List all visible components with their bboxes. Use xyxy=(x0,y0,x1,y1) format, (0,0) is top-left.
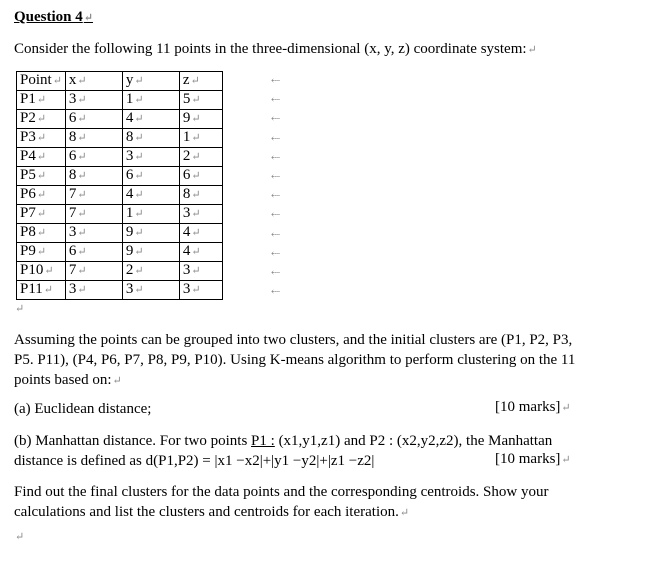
cell-mark-icon: ↵ xyxy=(134,151,144,163)
table-header-cell: Point↵ xyxy=(17,72,66,91)
description-line: Assuming the points can be grouped into two clusters, and the initial clusters are (P1, P2, P3, xyxy=(14,332,573,348)
cell-mark-icon: ↵ xyxy=(36,246,47,258)
table-header-row xyxy=(17,72,223,91)
cell-mark-icon: ↵ xyxy=(134,189,144,201)
cell-mark-icon: ↵ xyxy=(77,189,87,201)
table-cell: 2↵ xyxy=(122,262,179,281)
cell-mark-icon: ↵ xyxy=(191,265,201,277)
table-cell: 6↵ xyxy=(65,243,122,262)
row-end-mark-icon: ⇠ xyxy=(271,132,281,145)
paragraph-mark-icon: ↵ xyxy=(561,454,571,466)
table-row xyxy=(17,224,223,243)
cell-mark-icon: ↵ xyxy=(77,94,87,106)
part-a-marks: [10 marks]↵ xyxy=(495,399,571,415)
table-row xyxy=(17,129,223,148)
cell-mark-icon: ↵ xyxy=(36,208,47,220)
table-row xyxy=(17,148,223,167)
table-cell: 3↵ xyxy=(122,281,179,300)
cell-mark-icon: ↵ xyxy=(77,284,87,296)
table-cell: 9↵ xyxy=(122,243,179,262)
table-row xyxy=(17,281,223,300)
intro-text: Consider the following 11 points in the three-dimensional (x, y, z) coordinate system:↵ xyxy=(14,41,537,57)
instruction-line: Find out the final clusters for the data points and the corresponding centroids. Show your xyxy=(14,484,549,500)
table-row xyxy=(17,167,223,186)
table-header-cell: y↵ xyxy=(122,72,179,91)
cell-mark-icon: ↵ xyxy=(134,284,144,296)
table-cell: 3↵ xyxy=(65,91,122,110)
cell-mark-icon: ↵ xyxy=(36,113,47,125)
table-cell: 4↵ xyxy=(179,243,222,262)
table-cell: 5↵ xyxy=(179,91,222,110)
table-cell: 8↵ xyxy=(122,129,179,148)
table-cell: P6↵ xyxy=(17,186,66,205)
cell-mark-icon: ↵ xyxy=(52,75,62,87)
table-cell: P10↵ xyxy=(17,262,66,281)
table-cell: 1↵ xyxy=(179,129,222,148)
table-cell: P5↵ xyxy=(17,167,66,186)
table-cell: P11↵ xyxy=(17,281,66,300)
paragraph-mark-icon: ↵ xyxy=(15,303,25,315)
table-cell: 3↵ xyxy=(179,205,222,224)
table-cell: P3↵ xyxy=(17,129,66,148)
table-row xyxy=(17,205,223,224)
cell-mark-icon: ↵ xyxy=(77,265,87,277)
table-cell: P8↵ xyxy=(17,224,66,243)
cell-mark-icon: ↵ xyxy=(134,170,144,182)
row-end-mark-icon: ⇠ xyxy=(271,113,281,126)
cell-mark-icon: ↵ xyxy=(134,75,144,87)
cell-mark-icon: ↵ xyxy=(77,246,87,258)
table-cell: 3↵ xyxy=(122,148,179,167)
part-b-line1: (b) Manhattan distance. For two points P1 : (x1,y1,z1) and P2 : (x2,y2,z2), the Manhattan xyxy=(14,433,553,449)
part-b-marks: [10 marks]↵ xyxy=(495,451,571,467)
cell-mark-icon: ↵ xyxy=(77,208,87,220)
paragraph-mark-icon: ↵ xyxy=(15,531,25,543)
table-cell: 3↵ xyxy=(65,281,122,300)
cell-mark-icon: ↵ xyxy=(77,75,87,87)
final-instructions xyxy=(14,482,624,523)
part-b-line2: distance is defined as d(P1,P2) = |x1 −x2|+|y1 −y2|+|z1 −z2| xyxy=(14,453,375,469)
question-title: Question 4↵ xyxy=(14,9,93,25)
cell-mark-icon: ↵ xyxy=(36,227,47,239)
table-cell: P7↵ xyxy=(17,205,66,224)
table-cell: P1↵ xyxy=(17,91,66,110)
cell-mark-icon: ↵ xyxy=(77,227,87,239)
table-row xyxy=(17,110,223,129)
table-header-cell: z↵ xyxy=(179,72,222,91)
row-end-mark-icon: ⇠ xyxy=(271,171,281,183)
cell-mark-icon: ↵ xyxy=(77,113,87,125)
table-cell: 6↵ xyxy=(179,167,222,186)
row-end-mark-icon: ⇠ xyxy=(271,286,281,299)
cell-mark-icon: ↵ xyxy=(191,189,201,201)
cell-mark-icon: ↵ xyxy=(36,189,47,201)
row-end-mark-icon: ⇠ xyxy=(271,94,281,107)
paragraph-mark-icon: ↵ xyxy=(561,402,571,414)
cell-mark-icon: ↵ xyxy=(191,94,201,106)
table-cell: 8↵ xyxy=(65,129,122,148)
table-cell: 3↵ xyxy=(65,224,122,243)
row-end-mark-icon: ⇠ xyxy=(271,209,281,222)
table-cell: 3↵ xyxy=(179,262,222,281)
table-cell: P4↵ xyxy=(17,148,66,167)
table-cell: 4↵ xyxy=(122,110,179,129)
table-cell: 7↵ xyxy=(65,205,122,224)
table-cell: 6↵ xyxy=(65,148,122,167)
cell-mark-icon: ↵ xyxy=(43,284,54,296)
cell-mark-icon: ↵ xyxy=(36,132,47,144)
row-end-mark-icon: ⇠ xyxy=(271,190,281,203)
instruction-line: calculations and list the clusters and centroids for each iteration.↵ xyxy=(14,504,410,520)
cell-mark-icon: ↵ xyxy=(191,208,201,220)
cell-mark-icon: ↵ xyxy=(44,265,54,277)
paragraph-mark-icon: ↵ xyxy=(112,375,122,387)
cell-mark-icon: ↵ xyxy=(134,265,144,277)
cell-mark-icon: ↵ xyxy=(191,227,201,239)
cell-mark-icon: ↵ xyxy=(134,113,144,125)
table-row xyxy=(17,243,223,262)
cell-mark-icon: ↵ xyxy=(191,113,201,125)
table-cell: 6↵ xyxy=(122,167,179,186)
part-a-text: (a) Euclidean distance; xyxy=(14,401,152,417)
description-line: P5. P11), (P4, P6, P7, P8, P9, P10). Using K-means algorithm to perform clustering on the 11 xyxy=(14,352,576,368)
table-cell: 1↵ xyxy=(122,91,179,110)
cell-mark-icon: ↵ xyxy=(134,246,144,258)
table-cell: 4↵ xyxy=(122,186,179,205)
cell-mark-icon: ↵ xyxy=(191,246,201,258)
row-end-mark-icon: ⇠ xyxy=(271,228,281,241)
cell-mark-icon: ↵ xyxy=(134,94,144,106)
cell-mark-icon: ↵ xyxy=(77,132,87,144)
table-cell: 2↵ xyxy=(179,148,222,167)
row-end-mark-icon: ⇠ xyxy=(271,267,281,279)
table-row xyxy=(17,262,223,281)
table-row xyxy=(17,186,223,205)
table-cell: P2↵ xyxy=(17,110,66,129)
cell-mark-icon: ↵ xyxy=(134,132,144,144)
cell-mark-icon: ↵ xyxy=(77,151,87,163)
table-cell: 8↵ xyxy=(179,186,222,205)
table-cell: 7↵ xyxy=(65,186,122,205)
table-cell: 9↵ xyxy=(179,110,222,129)
description-line: points based on:↵ xyxy=(14,372,122,388)
cell-mark-icon: ↵ xyxy=(191,284,201,296)
cell-mark-icon: ↵ xyxy=(36,94,47,106)
row-end-mark-icon: ⇠ xyxy=(271,247,281,260)
cell-mark-icon: ↵ xyxy=(191,151,201,163)
table-cell: 8↵ xyxy=(65,167,122,186)
points-table xyxy=(16,71,223,300)
cell-mark-icon: ↵ xyxy=(191,170,201,182)
row-end-mark-icon: ⇠ xyxy=(271,151,281,164)
cell-mark-icon: ↵ xyxy=(134,208,144,220)
cell-mark-icon: ↵ xyxy=(191,132,201,144)
clustering-description xyxy=(14,330,624,391)
table-header-cell: x↵ xyxy=(65,72,122,91)
cell-mark-icon: ↵ xyxy=(36,151,47,163)
paragraph-mark-icon: ↵ xyxy=(83,12,93,24)
row-end-mark-icon: ⇠ xyxy=(271,75,281,87)
cell-mark-icon: ↵ xyxy=(36,170,47,182)
cell-mark-icon: ↵ xyxy=(190,75,200,87)
cell-mark-icon: ↵ xyxy=(134,227,144,239)
table-cell: 4↵ xyxy=(179,224,222,243)
paragraph-mark-icon: ↵ xyxy=(399,507,410,519)
table-cell: 9↵ xyxy=(122,224,179,243)
p1-link[interactable]: P1 : xyxy=(251,433,275,449)
table-cell: 6↵ xyxy=(65,110,122,129)
table-row xyxy=(17,91,223,110)
table-cell: 7↵ xyxy=(65,262,122,281)
cell-mark-icon: ↵ xyxy=(77,170,87,182)
table-cell: P9↵ xyxy=(17,243,66,262)
table-cell: 3↵ xyxy=(179,281,222,300)
table-cell: 1↵ xyxy=(122,205,179,224)
paragraph-mark-icon: ↵ xyxy=(527,44,537,56)
